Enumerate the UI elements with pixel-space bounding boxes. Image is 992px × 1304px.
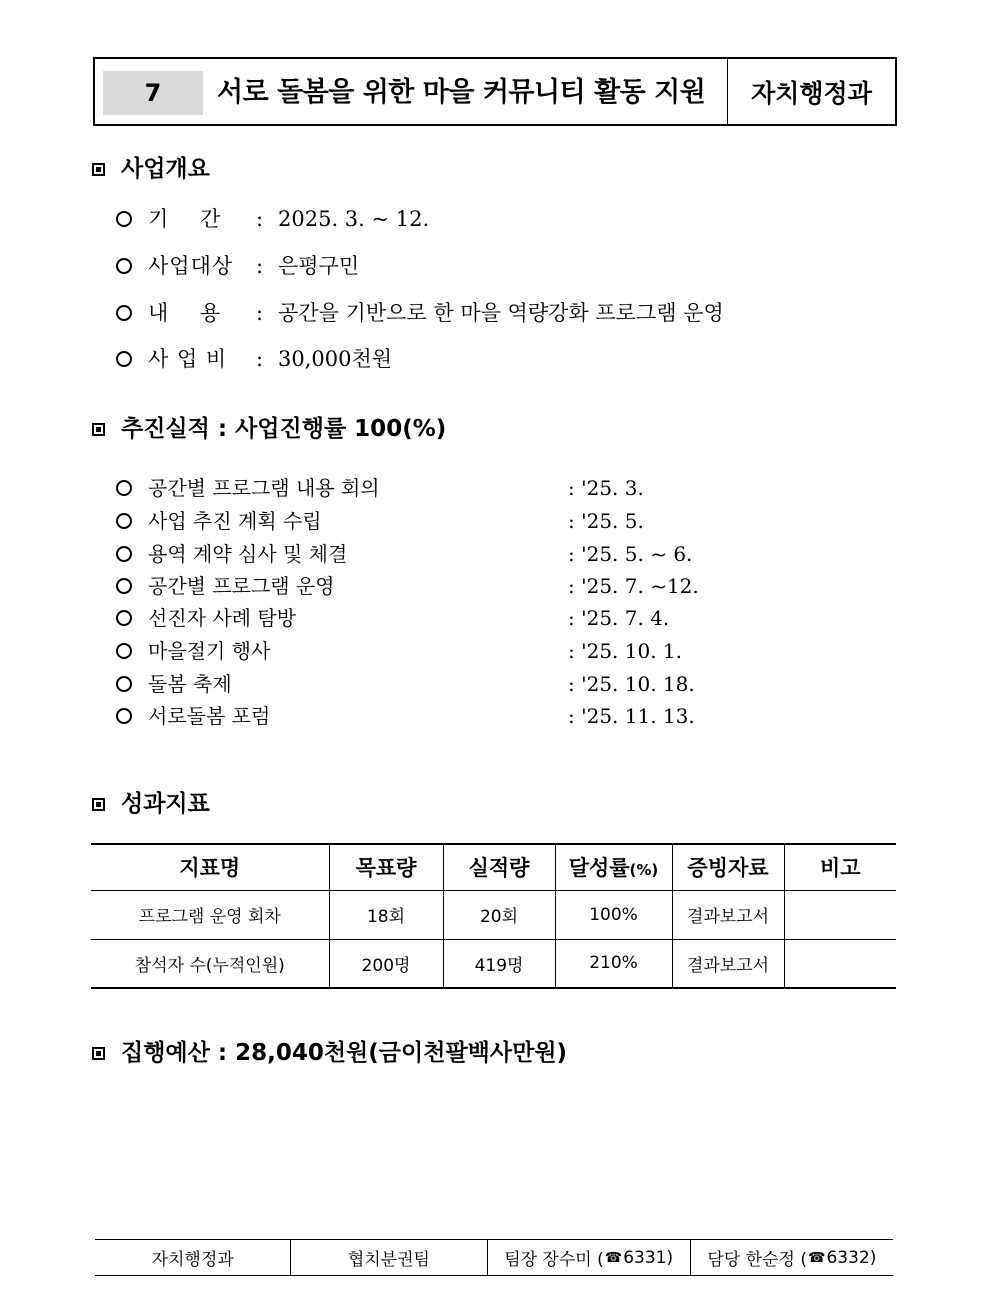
budget-heading	[92, 1037, 567, 1069]
indicator-table	[91, 843, 896, 989]
progress-task	[116, 637, 270, 665]
column-header	[555, 844, 672, 890]
task-text: 선진자 사례 탐방	[148, 606, 296, 630]
progress-date: : '25. 10. 1.	[568, 639, 683, 663]
colon: :	[256, 207, 264, 231]
circle-bullet-icon	[116, 480, 132, 496]
square-bullet-icon	[92, 423, 105, 436]
progress-task	[116, 474, 380, 502]
overview-value: 은평구민	[278, 254, 360, 278]
task-text: 공간별 프로그램 운영	[148, 574, 335, 598]
progress-date: : '25. 7. ~12.	[568, 574, 699, 598]
table-cell: 18회	[329, 890, 443, 939]
table-cell: 프로그램 운영 회차	[91, 890, 329, 939]
title-box	[93, 57, 897, 126]
column-header: 목표량	[329, 844, 443, 890]
progress-task	[116, 507, 322, 535]
progress-heading	[92, 413, 446, 445]
table-cell: 100%	[555, 890, 672, 939]
overview-item	[116, 204, 429, 234]
table-cell: 20회	[443, 890, 555, 939]
contact-footer	[95, 1239, 893, 1276]
staff-text: 담당 한순정 (	[707, 1250, 807, 1270]
table-cell: 210%	[555, 939, 672, 988]
circle-bullet-icon	[116, 578, 132, 594]
progress-date: : '25. 11. 13.	[568, 704, 695, 728]
circle-bullet-icon	[116, 513, 132, 529]
footer-department: 자치행정과	[95, 1240, 291, 1275]
progress-date: : '25. 10. 18.	[568, 672, 695, 696]
overview-value: 공간을 기반으로 한 마을 역량강화 프로그램 운영	[278, 301, 724, 325]
budget-heading-text: 집행예산 : 28,040천원(금이천팔백사만원)	[121, 1040, 568, 1066]
column-header: 비고	[784, 844, 896, 890]
circle-bullet-icon	[116, 643, 132, 659]
square-bullet-icon	[92, 798, 105, 811]
overview-value: 30,000천원	[278, 347, 393, 371]
footer-leader	[488, 1240, 691, 1275]
table-row	[91, 890, 896, 939]
circle-bullet-icon	[116, 211, 132, 227]
overview-label: 기 간	[148, 207, 222, 231]
table-cell: 결과보고서	[672, 939, 784, 988]
overview-label: 사업대상	[148, 254, 234, 278]
table-cell	[784, 939, 896, 988]
phone-icon: ☎	[604, 1249, 623, 1266]
overview-value: 2025. 3. ~ 12.	[278, 207, 430, 231]
overview-label: 사 업 비	[148, 347, 228, 371]
progress-task	[116, 540, 347, 568]
task-text: 마을절기 행사	[148, 639, 271, 663]
staff-phone: 6332)	[826, 1247, 877, 1268]
table-header-row	[91, 844, 896, 890]
column-header-text: 달성률	[568, 856, 630, 881]
circle-bullet-icon	[116, 676, 132, 692]
circle-bullet-icon	[116, 351, 132, 367]
progress-task	[116, 670, 232, 698]
column-header: 지표명	[91, 844, 329, 890]
table-cell: 200명	[329, 939, 443, 988]
square-bullet-icon	[92, 163, 105, 176]
progress-heading-text: 추진실적 : 사업진행률 100(%)	[121, 416, 447, 442]
colon: :	[256, 301, 264, 325]
task-text: 돌봄 축제	[148, 672, 232, 696]
progress-task	[116, 604, 296, 632]
column-header: 증빙자료	[672, 844, 784, 890]
table-cell: 참석자 수(누적인원)	[91, 939, 329, 988]
leader-text: 팀장 장수미 (	[504, 1250, 604, 1270]
department-label: 자치행정과	[751, 78, 872, 108]
overview-item	[116, 251, 359, 281]
square-bullet-icon	[92, 1047, 105, 1060]
task-text: 공간별 프로그램 내용 회의	[148, 476, 380, 500]
task-text: 용역 계약 심사 및 체결	[148, 542, 348, 566]
leader-phone: 6331)	[623, 1247, 674, 1268]
overview-label: 내 용	[148, 301, 222, 325]
page-title: 서로 돌봄을 위한 마을 커뮤니티 활동 지원	[217, 77, 706, 108]
table-cell: 419명	[443, 939, 555, 988]
task-text: 사업 추진 계획 수립	[148, 509, 322, 533]
overview-item	[116, 344, 392, 374]
circle-bullet-icon	[116, 708, 132, 724]
table-row	[91, 939, 896, 988]
phone-icon: ☎	[807, 1249, 826, 1266]
column-header-unit: (%)	[629, 861, 659, 880]
column-header: 실적량	[443, 844, 555, 890]
task-text: 서로돌봄 포럼	[148, 704, 271, 728]
overview-heading	[92, 153, 210, 185]
progress-task	[116, 702, 270, 730]
colon: :	[256, 347, 264, 371]
progress-date: : '25. 5.	[568, 509, 644, 533]
progress-date: : '25. 3.	[568, 476, 644, 500]
footer-staff	[691, 1240, 893, 1275]
circle-bullet-icon	[116, 546, 132, 562]
circle-bullet-icon	[116, 258, 132, 274]
table-cell	[784, 890, 896, 939]
section-number: 7	[103, 71, 203, 115]
table-cell: 결과보고서	[672, 890, 784, 939]
circle-bullet-icon	[116, 305, 132, 321]
overview-heading-text: 사업개요	[121, 156, 210, 182]
progress-date: : '25. 5. ~ 6.	[568, 542, 693, 566]
indicators-heading	[92, 788, 210, 820]
indicators-heading-text: 성과지표	[121, 791, 210, 817]
progress-task	[116, 572, 335, 600]
footer-team: 협치분권팀	[291, 1240, 487, 1275]
overview-item	[116, 298, 724, 328]
circle-bullet-icon	[116, 610, 132, 626]
progress-date: : '25. 7. 4.	[568, 606, 670, 630]
colon: :	[256, 254, 264, 278]
